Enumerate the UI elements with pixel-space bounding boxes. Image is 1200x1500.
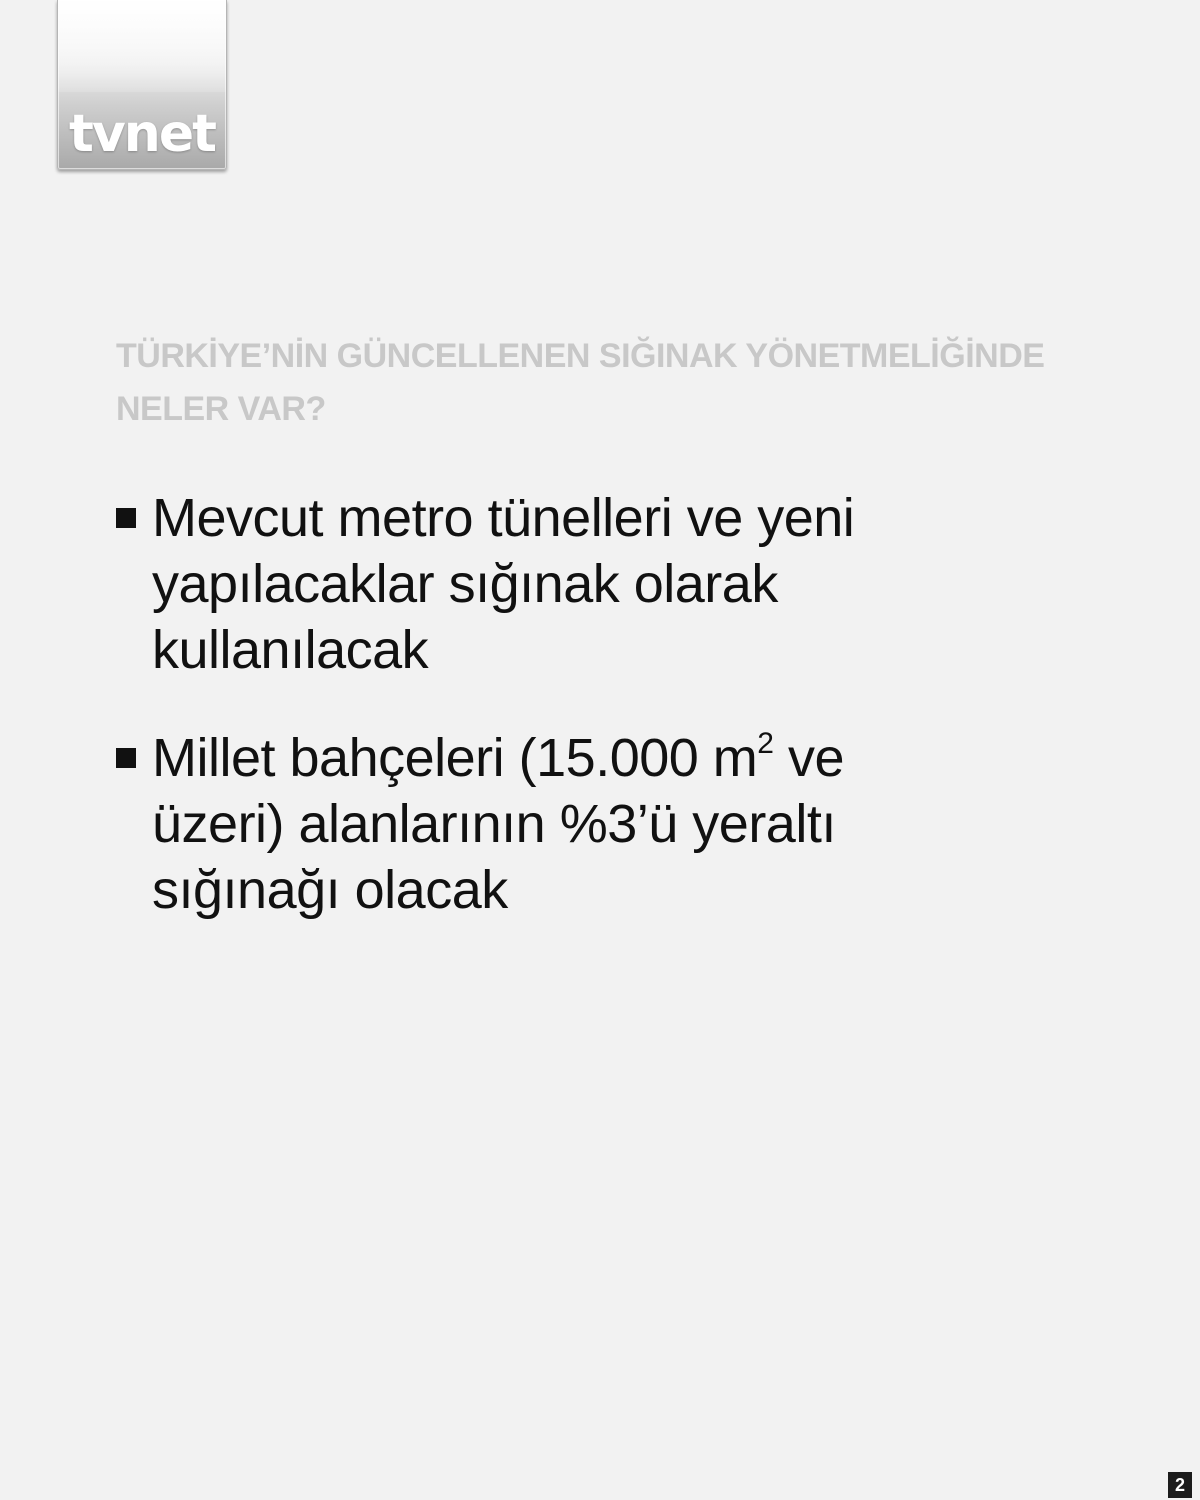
bullet-item-metro [116, 485, 936, 683]
bullet-text: Mevcut metro tünelleri ve yeni yapılacaklar sığınak olarak kullanılacak [152, 488, 855, 680]
bullet-item-millet-bahceleri [116, 725, 936, 923]
bullet-list [116, 485, 936, 923]
heading-line-1: TÜRKİYE’NİN GÜNCELLENEN SIĞINAK YÖNETMELİĞİNDE [116, 337, 1045, 375]
bullet-text-after-superscript: ve üzeri) alanlarının %3’ü yeraltı sığınağı olacak [152, 728, 845, 920]
heading-line-2: NELER VAR? [116, 390, 326, 428]
superscript-two: 2 [757, 727, 774, 760]
page-heading [116, 330, 1096, 436]
logo-text: tvnet [69, 104, 215, 164]
page-number-badge: 2 [1168, 1472, 1192, 1498]
square-bullet-icon [116, 508, 136, 528]
tvnet-logo [57, 0, 227, 170]
bullet-text-before-superscript: Millet bahçeleri (15.000 m [152, 728, 758, 788]
square-bullet-icon [116, 748, 136, 768]
